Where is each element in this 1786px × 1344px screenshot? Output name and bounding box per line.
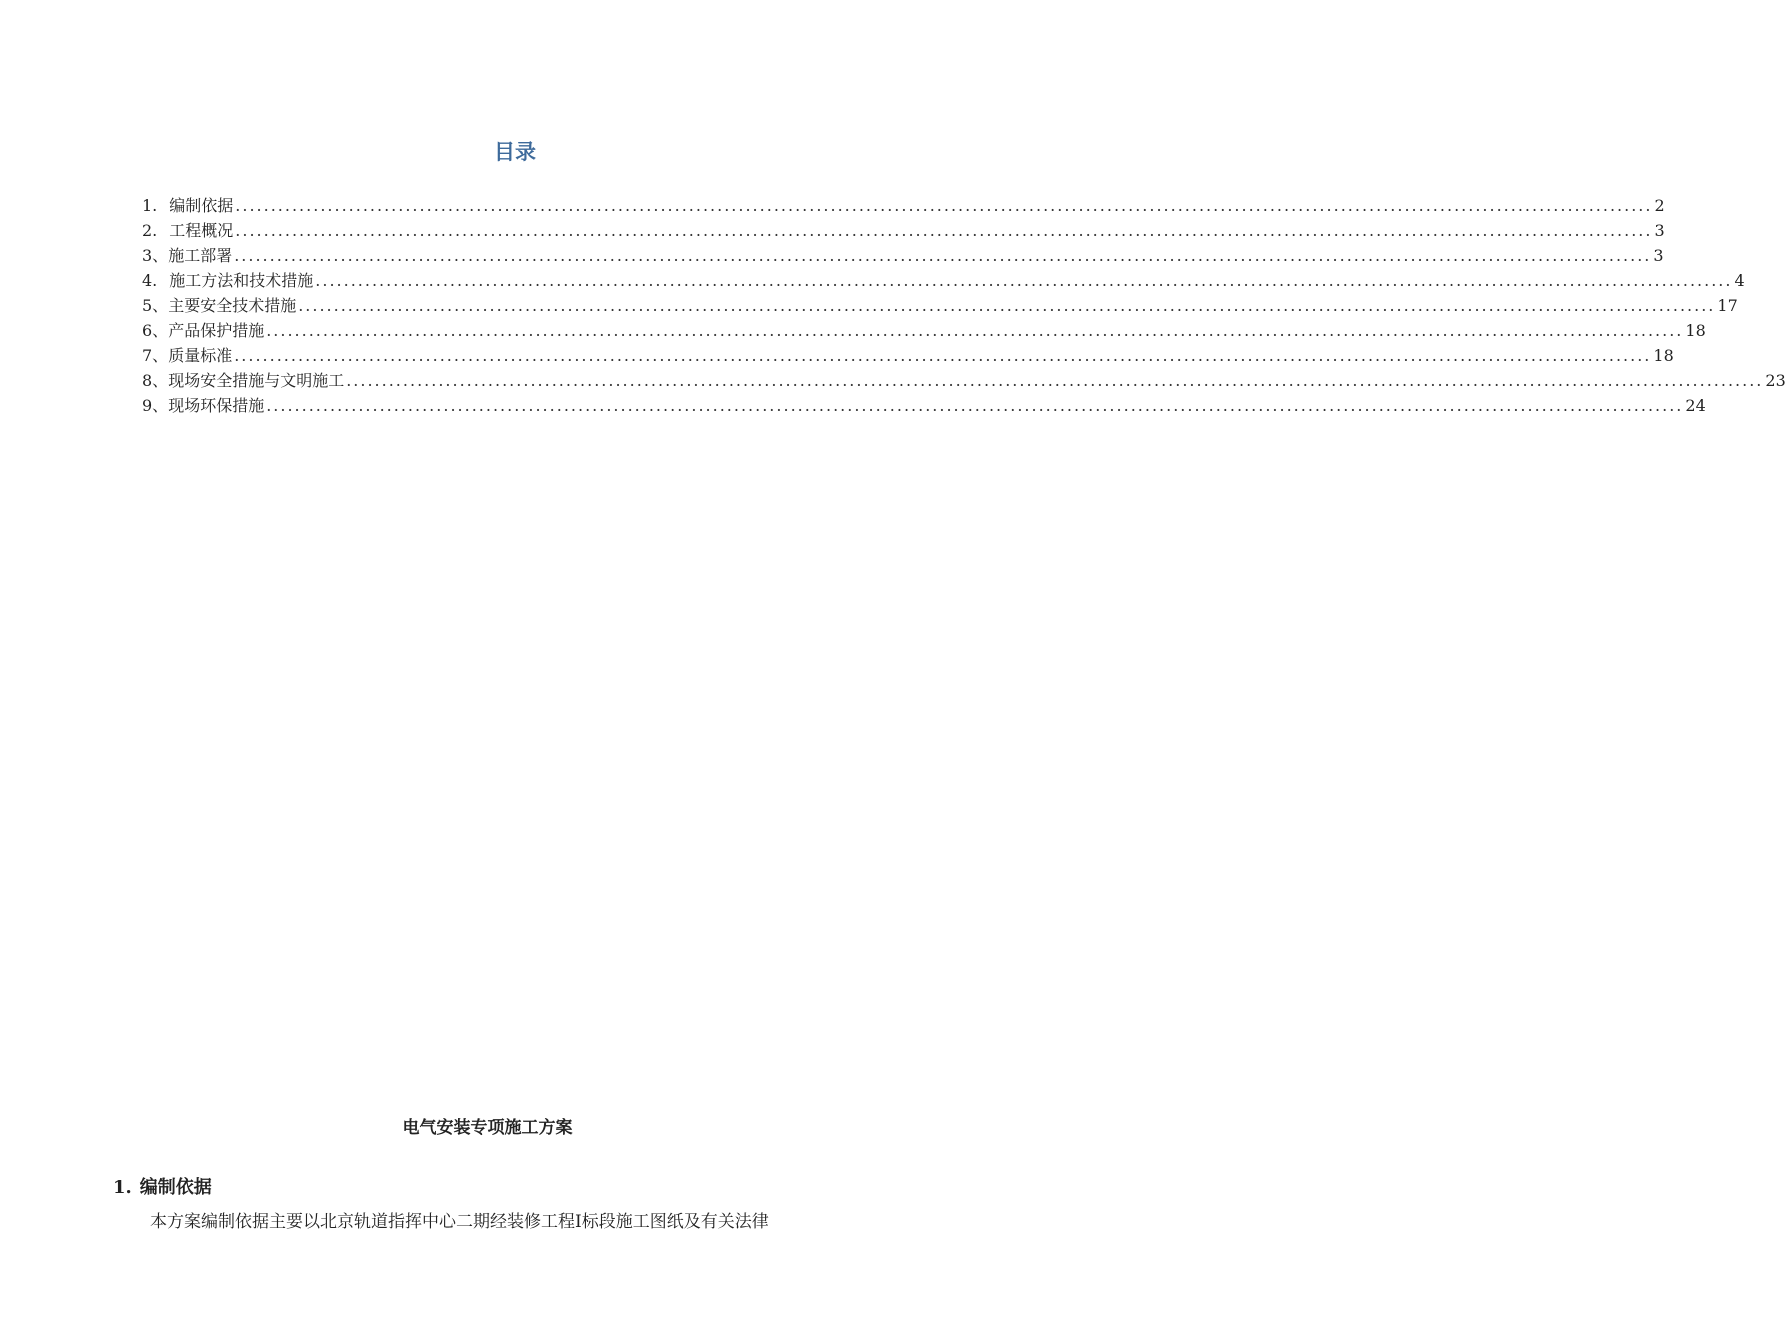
toc-entry-page: 17	[1717, 296, 1738, 315]
toc-entry-number: 4.	[142, 271, 158, 290]
toc-entry-label: 主要安全技术措施	[168, 296, 297, 315]
document-title: 电气安装专项施工方案	[402, 1118, 573, 1138]
toc-entry[interactable]	[142, 393, 1706, 418]
toc-entry-number: 8、	[142, 371, 169, 390]
toc-entry-page: 4	[1734, 271, 1745, 290]
toc-entry-page: 18	[1653, 346, 1674, 365]
toc-entry-page: 18	[1685, 321, 1706, 340]
toc-entry-label: 质量标准	[168, 346, 233, 365]
toc-entry-label: 现场安全措施与文明施工	[168, 371, 345, 390]
toc-entry-number: 6、	[142, 321, 169, 340]
table-of-contents	[142, 193, 1786, 418]
toc-entry[interactable]	[142, 268, 1745, 293]
toc-leader-dots: ........................................................................................................................................................................................................	[234, 246, 1652, 265]
toc-entry-label: 编制依据	[169, 196, 234, 215]
toc-entry-number: 5、	[142, 296, 169, 315]
toc-leader-dots: ........................................................................................................................................................................................................	[235, 221, 1653, 240]
toc-leader-dots: ........................................................................................................................................................................................................	[235, 196, 1653, 215]
toc-entry[interactable]	[142, 343, 1674, 368]
toc-entry[interactable]	[142, 193, 1665, 218]
toc-entry[interactable]	[142, 318, 1706, 343]
toc-title: 目录	[494, 140, 536, 164]
toc-entry[interactable]	[142, 243, 1664, 268]
section-number: 1.	[113, 1177, 132, 1198]
toc-leader-dots: ........................................................................................................................................................................................................	[346, 371, 1764, 390]
toc-entry-label: 施工方法和技术措施	[169, 271, 314, 290]
toc-leader-dots: ........................................................................................................................................................................................................	[298, 296, 1716, 315]
toc-entry-number: 2.	[142, 221, 158, 240]
toc-entry-page: 23	[1765, 371, 1786, 390]
toc-entry-page: 24	[1685, 396, 1706, 415]
toc-entry-number: 1.	[142, 196, 158, 215]
toc-entry-label: 产品保护措施	[168, 321, 265, 340]
toc-leader-dots: ........................................................................................................................................................................................................	[266, 321, 1684, 340]
toc-entry-number: 7、	[142, 346, 169, 365]
toc-leader-dots: ........................................................................................................................................................................................................	[315, 271, 1733, 290]
toc-entry[interactable]	[142, 293, 1738, 318]
toc-leader-dots: ........................................................................................................................................................................................................	[266, 396, 1684, 415]
toc-entry-number: 9、	[142, 396, 169, 415]
toc-entry-number: 3、	[142, 246, 169, 265]
toc-entry-label: 施工部署	[168, 246, 233, 265]
toc-entry-page: 3	[1653, 246, 1664, 265]
section-heading-text: 编制依据	[139, 1177, 212, 1198]
toc-entry-label: 现场环保措施	[168, 396, 265, 415]
toc-entry[interactable]	[142, 368, 1786, 393]
body-paragraph: 本方案编制依据主要以北京轨道指挥中心二期经装修工程Ⅰ标段施工图纸及有关法律	[150, 1212, 769, 1232]
toc-entry-label: 工程概况	[169, 221, 234, 240]
section-heading	[113, 1173, 212, 1199]
toc-leader-dots: ........................................................................................................................................................................................................	[234, 346, 1652, 365]
toc-entry-page: 2	[1654, 196, 1665, 215]
toc-entry-page: 3	[1654, 221, 1665, 240]
toc-entry[interactable]	[142, 218, 1665, 243]
